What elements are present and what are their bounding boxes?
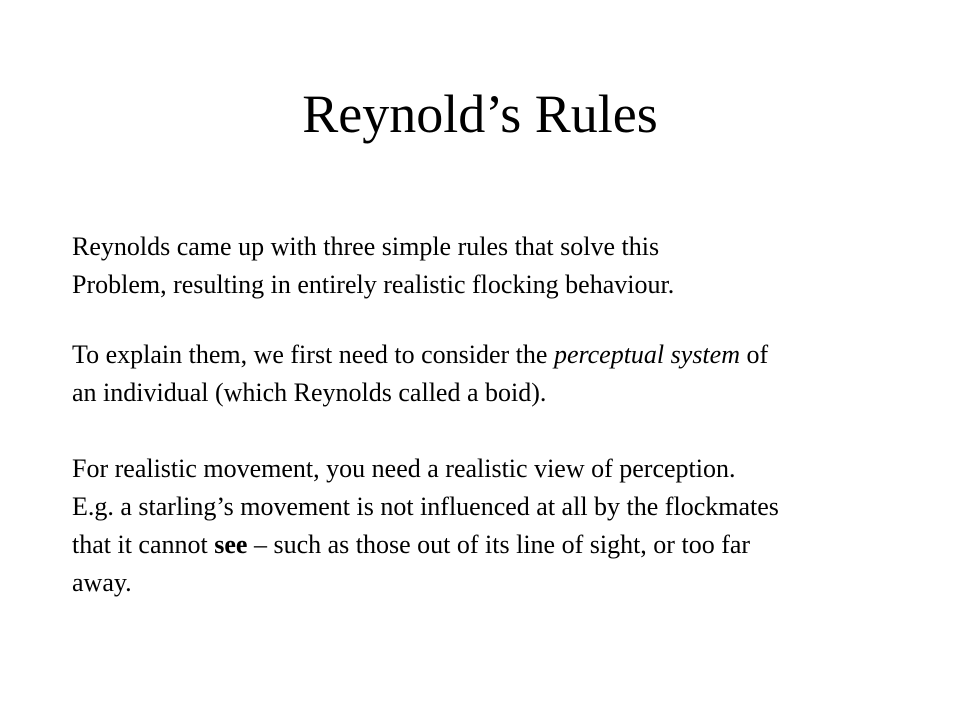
- line-3-text-before: that it cannot: [72, 530, 215, 559]
- paragraph-perception-line-1: [72, 336, 952, 374]
- paragraph-movement-line-2: E.g. a starling’s movement is not influenced at all by the flockmates: [72, 492, 779, 521]
- paragraph-intro-line-2: Problem, resulting in entirely realistic flocking behaviour.: [72, 270, 675, 299]
- paragraph-intro-line-1: Reynolds came up with three simple rules that solve this: [72, 232, 660, 261]
- paragraph-movement-line-4: away.: [72, 568, 132, 597]
- line-1-text-after: of: [739, 340, 769, 369]
- paragraph-movement-line-3: [72, 526, 952, 564]
- paragraph-perception: [72, 336, 952, 412]
- slide-title: Reynold’s Rules: [302, 84, 658, 144]
- see-term: see: [214, 530, 248, 559]
- line-1-text-before: To explain them, we first need to consider the: [72, 340, 554, 369]
- paragraph-intro: [72, 228, 952, 304]
- line-3-text-after: – such as those out of its line of sight, or too far: [247, 530, 751, 559]
- perceptual-system-term: perceptual system: [553, 340, 740, 369]
- paragraph-movement-line-1: For realistic movement, you need a realistic view of perception.: [72, 454, 736, 483]
- paragraph-movement: [72, 450, 952, 602]
- paragraph-perception-line-2: an individual (which Reynolds called a boid).: [72, 378, 547, 407]
